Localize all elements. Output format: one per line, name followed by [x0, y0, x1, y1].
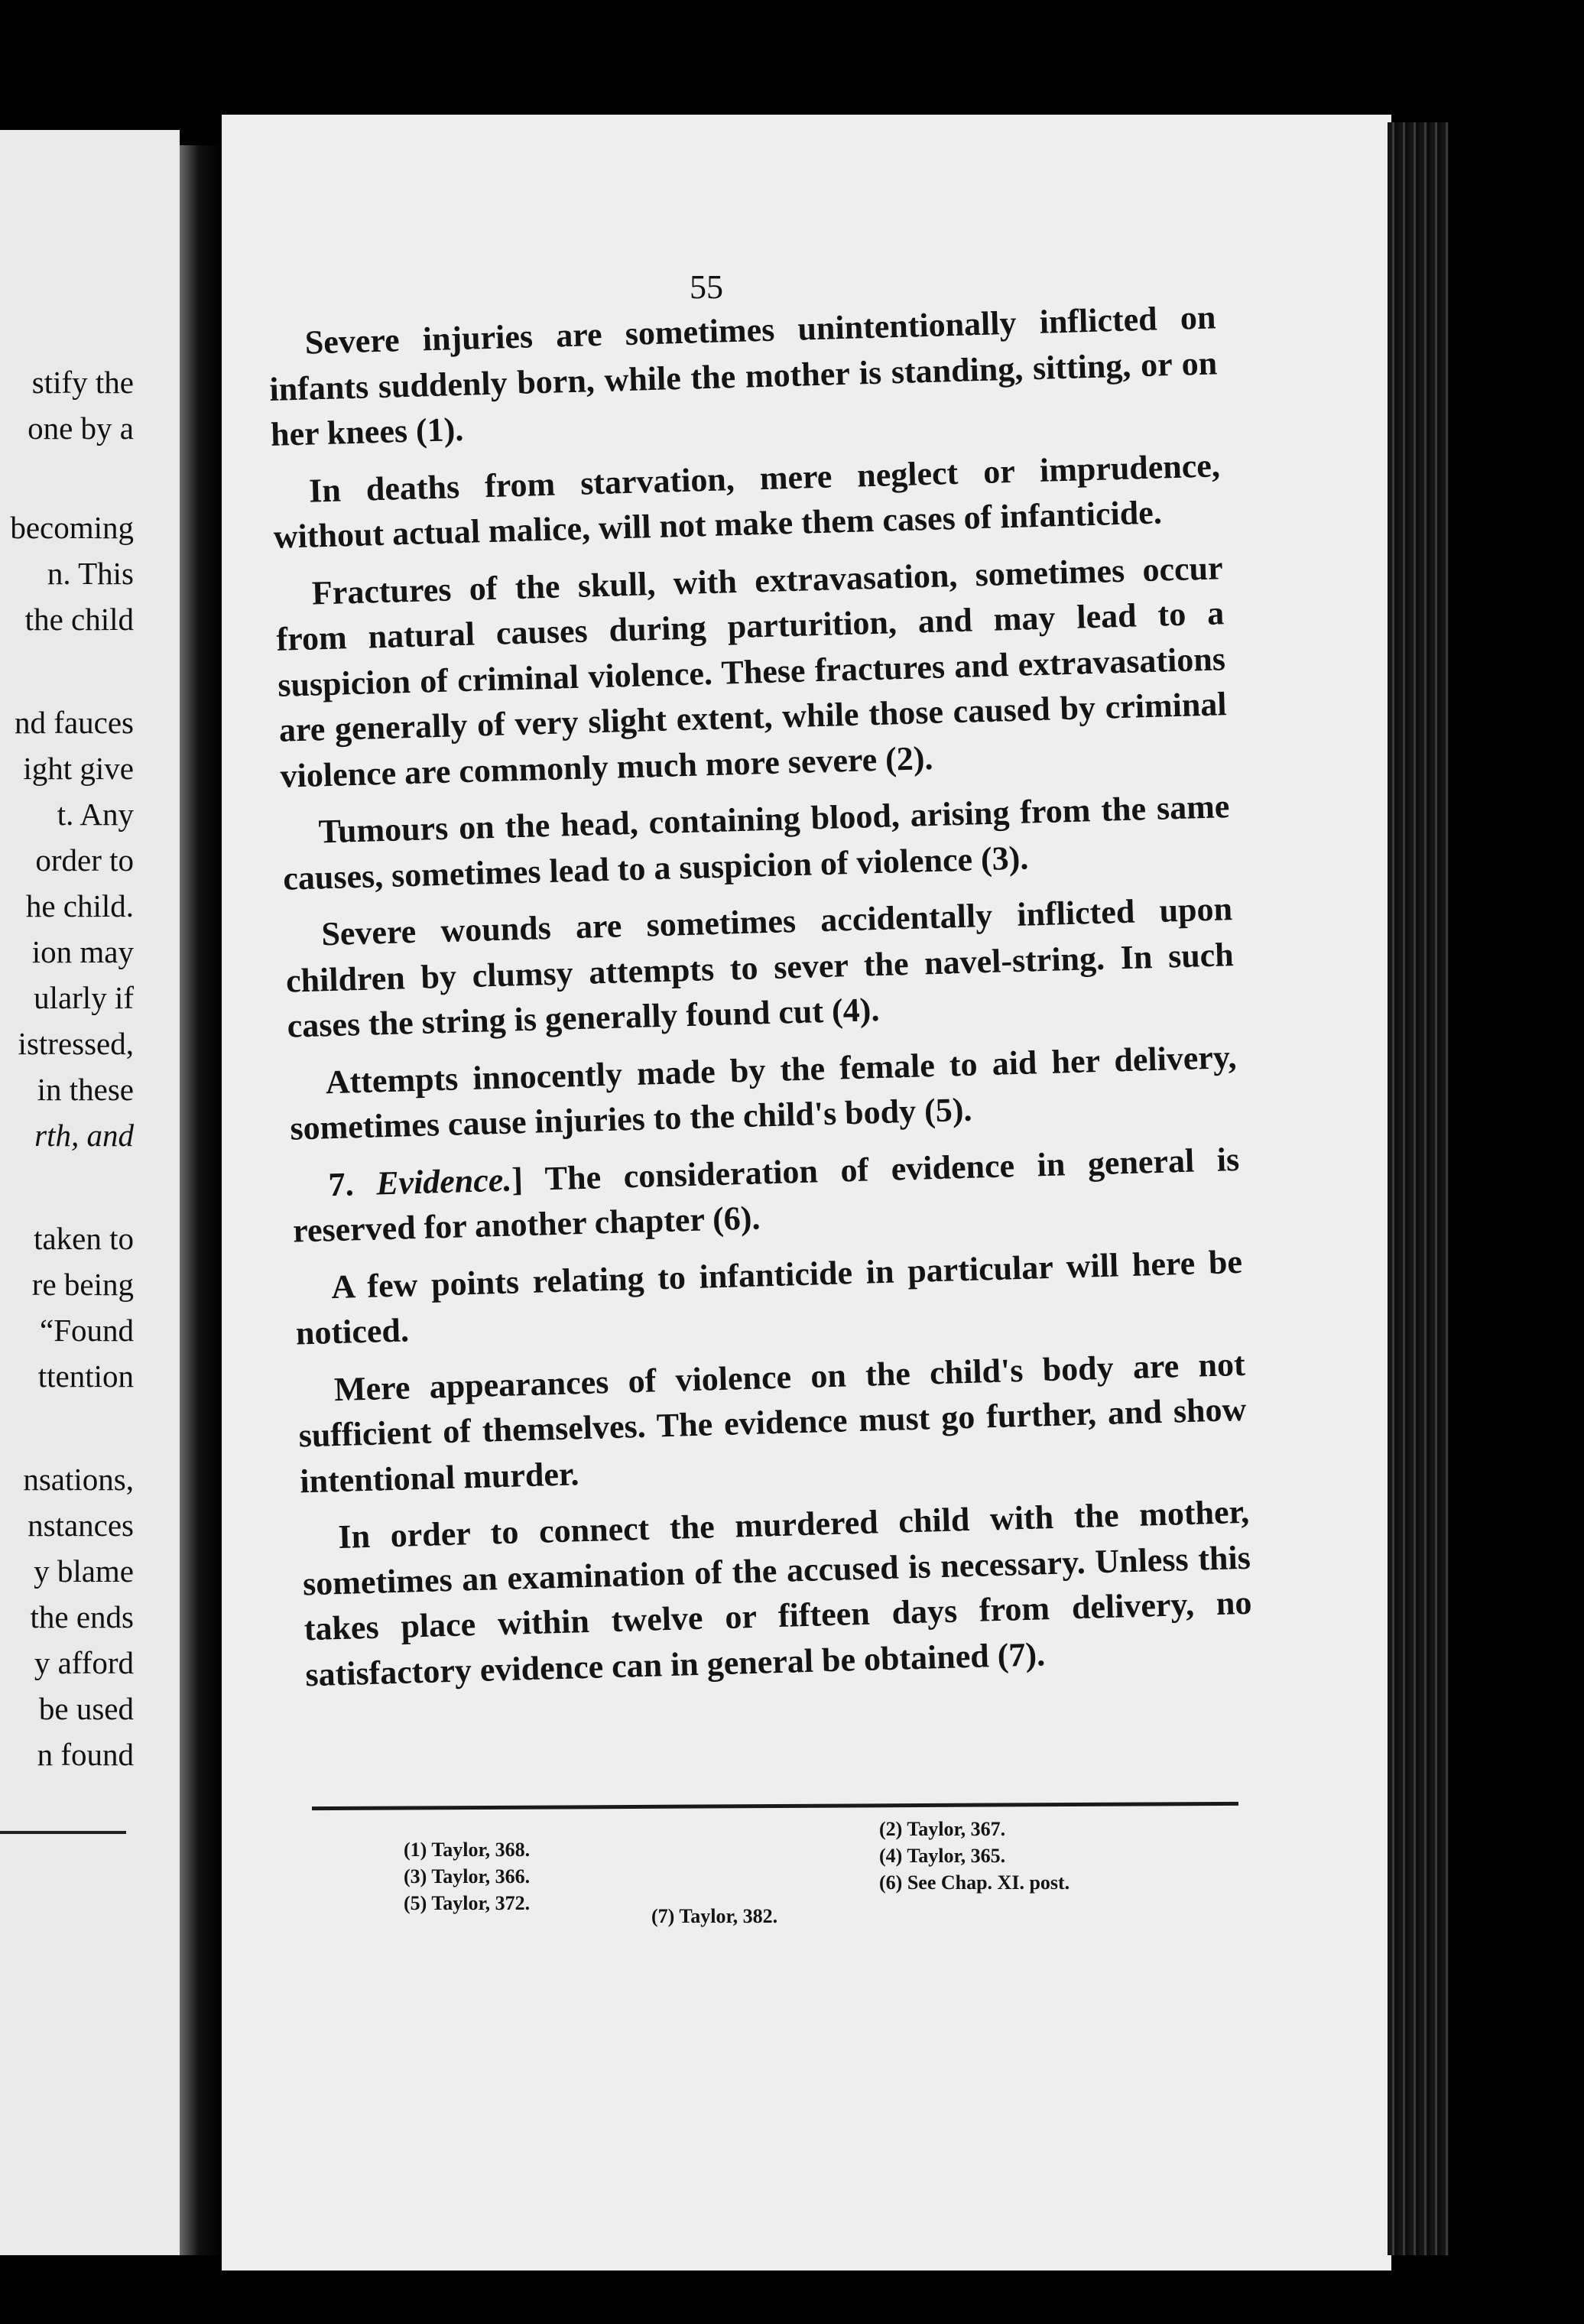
- facing-page-line: the child: [24, 602, 134, 637]
- paragraph: Tumours on the head, containing blood, arising from the same causes, sometimes lead to a suspicion of violence (3).: [282, 787, 1230, 897]
- book-gutter: [180, 145, 222, 2255]
- facing-page-line: stify the: [31, 365, 134, 400]
- facing-page-line: the ends: [30, 1599, 134, 1634]
- facing-page-line: in these: [37, 1072, 134, 1107]
- footnote-rule: [312, 1802, 1238, 1810]
- facing-page-line: t. Any: [57, 797, 134, 832]
- section-paragraph: [291, 1136, 1242, 1254]
- facing-page-line: taken to: [34, 1221, 134, 1256]
- section-heading: Evidence.: [375, 1160, 512, 1202]
- footnote: (3) Taylor, 366.: [404, 1865, 531, 1887]
- footnote: (4) Taylor, 365.: [879, 1845, 1006, 1867]
- facing-page-line: one by a: [28, 411, 134, 446]
- facing-page-line: n. This: [47, 556, 134, 591]
- footnote: (1) Taylor, 368.: [404, 1839, 531, 1861]
- footnote: (7) Taylor, 382.: [651, 1905, 778, 1927]
- facing-page-line: ttention: [37, 1358, 134, 1394]
- section-text: The consideration of evidence in general is reserved for another chapter (6).: [292, 1140, 1240, 1250]
- facing-page-line: he child.: [25, 888, 134, 923]
- facing-page-line: order to: [35, 842, 134, 878]
- page-number: 55: [690, 268, 723, 306]
- facing-page-line: nstances: [28, 1508, 134, 1543]
- facing-page-line: ularly if: [34, 980, 134, 1015]
- paragraph: In deaths from starvation, mere neglect or imprudence, without actual malice, will not make them cases of infanticide.: [273, 446, 1221, 556]
- section-number: 7.: [327, 1164, 355, 1203]
- paragraph: Fractures of the skull, with extravasation, sometimes occur from natural causes during parturition, and may lead to a suspicion of criminal violence. These fractures and extravasations are generally of very slight extent, while those caused by criminal violence are commonly much more severe (2).: [275, 548, 1228, 795]
- main-page: [222, 115, 1391, 2270]
- body-text: [268, 294, 1254, 1709]
- facing-page-line: n found: [37, 1737, 134, 1772]
- facing-page: [0, 130, 180, 2255]
- facing-page-line: y afford: [34, 1645, 134, 1680]
- paragraph: Severe wounds are sometimes accidentally inflicted upon children by clumsy attempts to sever the navel-string. In such cases the string is generally found cut (4).: [285, 890, 1235, 1045]
- footnote: (5) Taylor, 372.: [404, 1892, 531, 1914]
- facing-page-line: nsations,: [23, 1462, 134, 1497]
- facing-page-line: ight give: [23, 751, 134, 786]
- facing-page-line: rth, and: [34, 1118, 134, 1153]
- footnote: (6) See Chap. XI. post.: [879, 1871, 1070, 1894]
- facing-page-line: ion may: [31, 934, 134, 969]
- footnote: (2) Taylor, 367.: [879, 1818, 1006, 1840]
- paragraph: Attempts innocently made by the female to aid her delivery, sometimes cause injuries to the child's body (5).: [289, 1037, 1238, 1147]
- facing-page-footnote-rule: [0, 1831, 126, 1834]
- paragraph: Mere appearances of violence on the child's body are not sufficient of themselves. The evidence must go further, and show intentional murder.: [298, 1345, 1247, 1500]
- facing-page-line: re being: [31, 1267, 134, 1302]
- paragraph: Severe injuries are sometimes unintentionally inflicted on infants suddenly born, while the mother is standing, sitting, or on her knees (1).: [268, 298, 1218, 453]
- section-bracket: ]: [511, 1160, 524, 1199]
- facing-page-line: “Found: [40, 1313, 134, 1348]
- facing-page-line: nd fauces: [15, 705, 134, 740]
- facing-page-line: y blame: [34, 1553, 134, 1589]
- facing-page-line: be used: [38, 1691, 134, 1726]
- paragraph: A few points relating to infanticide in particular will here be noticed.: [295, 1242, 1243, 1352]
- facing-page-line: istressed,: [18, 1026, 134, 1061]
- facing-page-line: becoming: [10, 510, 134, 545]
- paragraph: In order to connect the murdered child with the mother, sometimes an examination of the accused is necessary. Unless this takes place within twelve or fifteen days from delivery, no satisfactory evidence can in general be obtained (7).: [302, 1492, 1252, 1693]
- page-edges: [1388, 122, 1449, 2255]
